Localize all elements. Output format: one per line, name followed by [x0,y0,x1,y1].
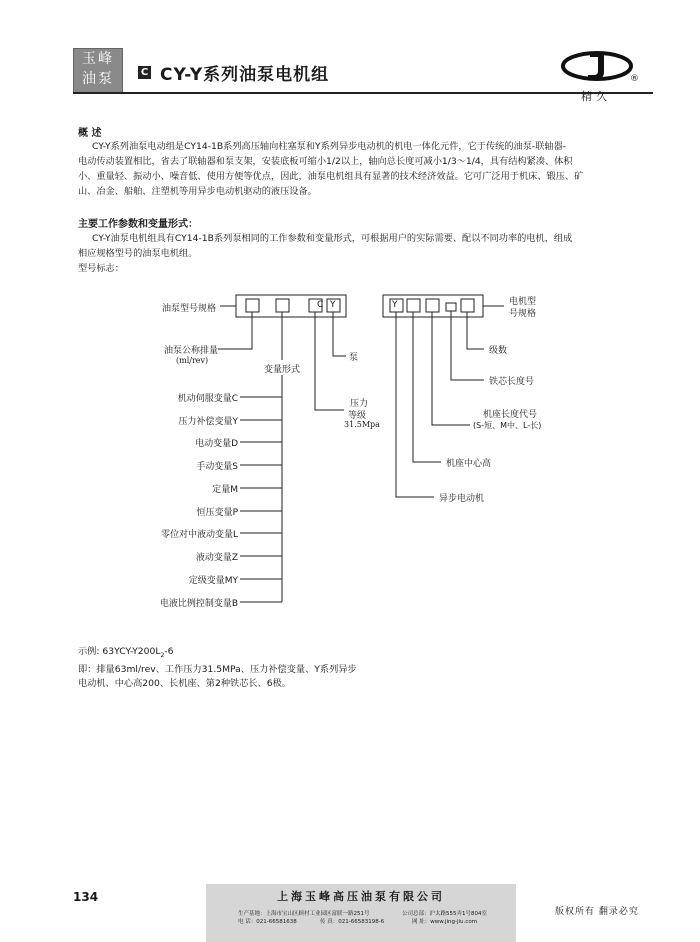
variable-type-item: 液动变量Z [195,553,238,563]
pump-box-displacement [246,299,259,312]
footer-fax [320,917,384,925]
variable-type-item: 手动变量S [196,462,238,472]
pressure-label-1: 压力 [350,399,369,409]
footer-office-label: 公司总部： [402,911,430,917]
variable-type-item: 电液比例控制变量B [159,599,238,609]
overview-line-2: 电动传动装置相比，省去了联轴器和泵支架，安装底板可缩小1/2以上，轴向总长度可减小1/3～1/4，具有结构紧凑、体积 [78,156,573,167]
core-length-label: 铁芯长度号 [489,377,535,387]
footer-company: 上海玉峰高压油泵有限公司 [277,890,445,903]
footer-web-label: 网 址： [412,919,431,925]
section-marker: C [138,66,151,79]
footer-phone-value: 021-66581638 [256,919,297,925]
example-code-suffix: -6 [164,646,174,657]
poles-label: 级数 [489,346,508,356]
brand-name: 精久 [581,90,611,103]
brand-registered-mark: ® [630,74,639,84]
page-number: 134 [73,890,99,904]
footer-fax-label: 传 真： [320,919,339,925]
footer-base-address: 上海市宝山区顾村工业园区富联一路251号 [265,911,370,917]
frame-length-detail: (S-短、M中、L-长) [473,421,542,430]
leader-pump [333,312,346,356]
footer-phone [238,917,297,925]
page-title: CY-Y系列油泵电机组 [160,65,330,85]
variable-type-item: 压力补偿变量Y [178,417,238,427]
pump-box-variable [276,299,289,312]
leader-pressure [315,312,344,410]
leader-displacement [218,312,252,349]
motor-box-center-height [407,299,420,312]
overview-line-4: 山、冶金、船舶、注塑机等用异步电动机驱动的液压设备。 [78,186,317,197]
pressure-label-2: 等级 [348,411,367,421]
pump-box-c-text: C [317,300,324,310]
footer-base [238,909,370,917]
variable-type-item: 恒压变量P [196,508,238,518]
motor-box-core-length [446,303,456,311]
example-line-2: 即：排量63ml/rev、工作压力31.5MPa、压力补偿变量、Y系列异步 [78,663,357,675]
variable-type-item: 定量M [212,485,238,495]
overview-heading: 概 述 [78,128,102,139]
copyright-notice: 版权所有 翻录必究 [555,907,639,917]
async-motor-label: 异步电动机 [439,494,485,504]
pump-label: 泵 [349,353,359,363]
variable-type-item: 零位对中液动变量L [160,530,238,540]
variable-type-item: 机动伺服变量C [177,394,238,404]
overview-line-1: CY-Y系列油泵电动组是CY14-1B系列高压轴向柱塞泵和Y系列异步电动机的机电一体化元件，它于传统的油泵-联轴器- [92,141,567,152]
motor-box-y-text: Y [392,300,398,310]
footer-web [412,917,477,925]
nominal-displacement-label: 油泵公称排量 [164,346,219,356]
motor-box-frame-length [426,299,439,312]
variable-type-item: 电动变量D [195,439,238,449]
motor-code-frame [383,295,483,317]
logo-line-2: 油泵 [82,71,114,87]
footer-web-value: www.jing-jiu.com [430,919,478,925]
footer-fax-value: 021-66583198-6 [338,919,385,925]
example-code: 示例: 63YCY-Y200L [78,646,161,657]
nominal-displacement-unit: (ml/rev) [176,356,209,365]
motor-box-poles [461,299,474,312]
variable-form-label: 变量形式 [264,365,301,375]
footer-office-address: 沪太路555弄1号804室 [429,911,488,917]
leader-poles [467,312,484,349]
frame-length-label: 机座长度代号 [483,410,538,420]
pressure-label-3: 31.5Mpa [344,420,380,429]
variable-type-item: 定级变量MY [188,576,238,586]
footer-base-label: 生产基地： [238,911,266,917]
footer-office [402,909,487,917]
params-line-3: 型号标志： [78,263,124,274]
params-heading: 主要工作参数和变量形式： [78,219,198,230]
center-height-label: 机座中心高 [446,459,492,469]
leader-async-motor [396,312,434,497]
example-line-3: 电动机、中心高200、长机座、第2种铁芯长、6极。 [78,677,291,689]
logo-line-1: 玉峰 [82,51,114,67]
example-block [78,645,357,691]
params-line-2: 相应规格型号的油泵电机组。 [78,248,198,259]
overview-line-3: 小、重量轻、振动小、噪音低、使用方便等优点，因此，油泵电机组具有显著的技术经济效益。它可广泛用于机床、锻压、矿 [78,171,584,182]
leader-center-height [413,312,441,462]
pump-box-y-text: Y [330,300,336,310]
example-line-1 [78,645,357,663]
footer-phone-label: 电 话： [238,919,257,925]
pump-model-label: 油泵型号规格 [162,304,217,314]
params-line-1: CY-Y油泵电机组具有CY14-1B系列泵相同的工作参数和变量形式，可根据用户的实际需要、配以不同功率的电机，组成 [92,233,573,244]
motor-model-label-2: 号规格 [509,309,537,319]
example-code-sub: 2 [160,651,165,659]
motor-model-label-1: 电机型 [509,297,537,307]
